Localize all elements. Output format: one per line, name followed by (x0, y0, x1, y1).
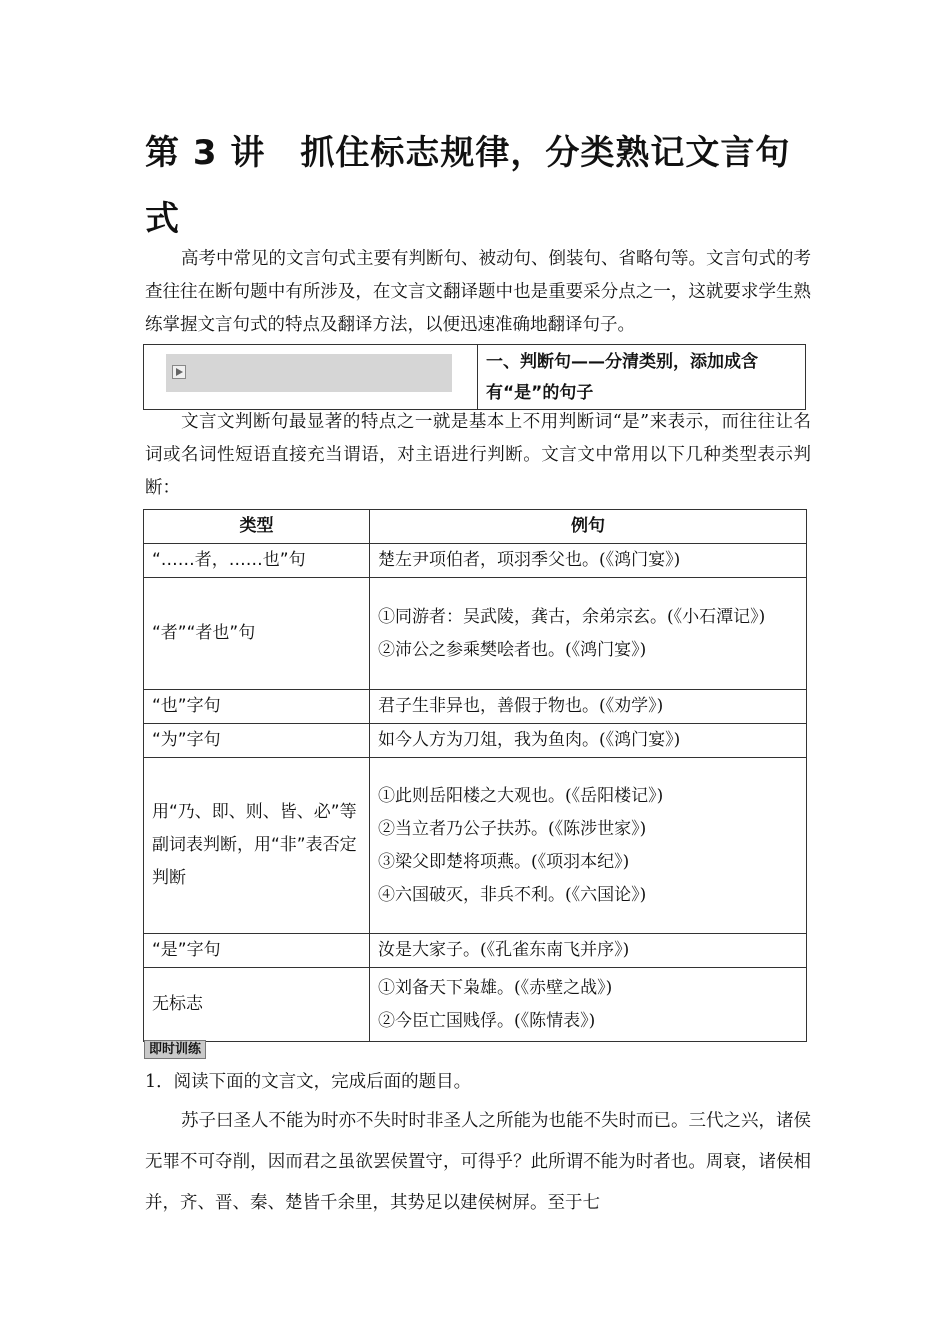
media-bar[interactable] (166, 354, 452, 392)
classical-passage: 苏子曰圣人不能为时亦不失时时非圣人之所能为也能不失时而已。三代之兴，诸侯无罪不可夺削，因而君之虽欲罢侯置守，可得乎？此所谓不能为时者也。周衰，诸侯相并，齐、晋、秦、楚皆千余里，其势足以建侯树屏。至于七 (145, 1111, 811, 1213)
example-cell (370, 758, 807, 934)
example-sentence: ②沛公之参乘樊哙者也。(《鸿门宴》) (378, 639, 647, 660)
example-sentence: ①此则岳阳楼之大观也。(《岳阳楼记》) (378, 785, 664, 806)
example-sentence: 汝是大家子。(《孔雀东南飞并序》) (378, 940, 630, 960)
practice-tag: 即时训练 (144, 1040, 206, 1059)
type-cell: “为”字句 (144, 724, 370, 758)
example-sentence: ①同游者：吴武陵，龚古，余弟宗玄。(《小石潭记》) (378, 606, 766, 627)
example-sentence: ②今臣亡国贱俘。(《陈情表》) (378, 1010, 596, 1031)
table-row (144, 578, 807, 690)
example-sentence: ④六国破灭，非兵不利。(《六国论》) (378, 884, 647, 905)
play-icon[interactable] (172, 365, 186, 379)
column-header-example: 例句 (370, 510, 807, 544)
table-row (144, 544, 807, 578)
example-sentence: 如今人方为刀俎，我为鱼肉。(《鸿门宴》) (378, 730, 681, 750)
example-cell (370, 690, 807, 724)
example-cell (370, 724, 807, 758)
type-cell: “……者，……也”句 (144, 544, 370, 578)
example-sentence: ①刘备天下枭雄。(《赤壁之战》) (378, 977, 613, 998)
example-sentence: ③梁父即楚将项燕。(《项羽本纪》) (378, 851, 630, 872)
column-header-type: 类型 (144, 510, 370, 544)
example-cell (370, 544, 807, 578)
example-sentence: ②当立者乃公子扶苏。(《陈涉世家》) (378, 818, 647, 839)
section-banner (143, 344, 806, 410)
example-cell (370, 968, 807, 1042)
table-row (144, 724, 807, 758)
table-row (144, 968, 807, 1042)
sentence-type-table (143, 509, 807, 1042)
type-cell: 用“乃、即、则、皆、必”等副词表判断，用“非”表否定判断 (144, 758, 370, 934)
media-player-placeholder (144, 345, 478, 409)
type-cell: “者”“者也”句 (144, 578, 370, 690)
table-row (144, 690, 807, 724)
section-heading: 一、判断句——分清类别，添加成含有“是”的句子 (486, 352, 758, 403)
intro-paragraph: 高考中常见的文言句式主要有判断句、被动句、倒装句、省略句等。文言句式的考查往往在断句题中有所涉及，在文言文翻译题中也是重要采分点之一，这就要求学生熟练掌握文言句式的特点及翻译方法，以便迅速准确地翻译句子。 (145, 249, 811, 335)
table-header-row (144, 510, 807, 544)
type-cell: 无标志 (144, 968, 370, 1042)
table-row (144, 758, 807, 934)
page-title: 第 3 讲 抓住标志规律，分类熟记文言句式 (145, 133, 791, 239)
example-cell (370, 934, 807, 968)
judgment-intro-paragraph: 文言文判断句最显著的特点之一就是基本上不用判断词“是”来表示，而往往让名词或名词性短语直接充当谓语，对主语进行判断。文言文中常用以下几种类型表示判断： (145, 412, 811, 498)
example-sentence: 君子生非异也，善假于物也。(《劝学》) (378, 696, 664, 716)
example-sentence: 楚左尹项伯者，项羽季父也。(《鸿门宴》) (378, 550, 681, 570)
example-cell (370, 578, 807, 690)
question-heading: 1．阅读下面的文言文，完成后面的题目。 (145, 1072, 472, 1092)
type-cell: “也”字句 (144, 690, 370, 724)
type-cell: “是”字句 (144, 934, 370, 968)
table-row (144, 934, 807, 968)
